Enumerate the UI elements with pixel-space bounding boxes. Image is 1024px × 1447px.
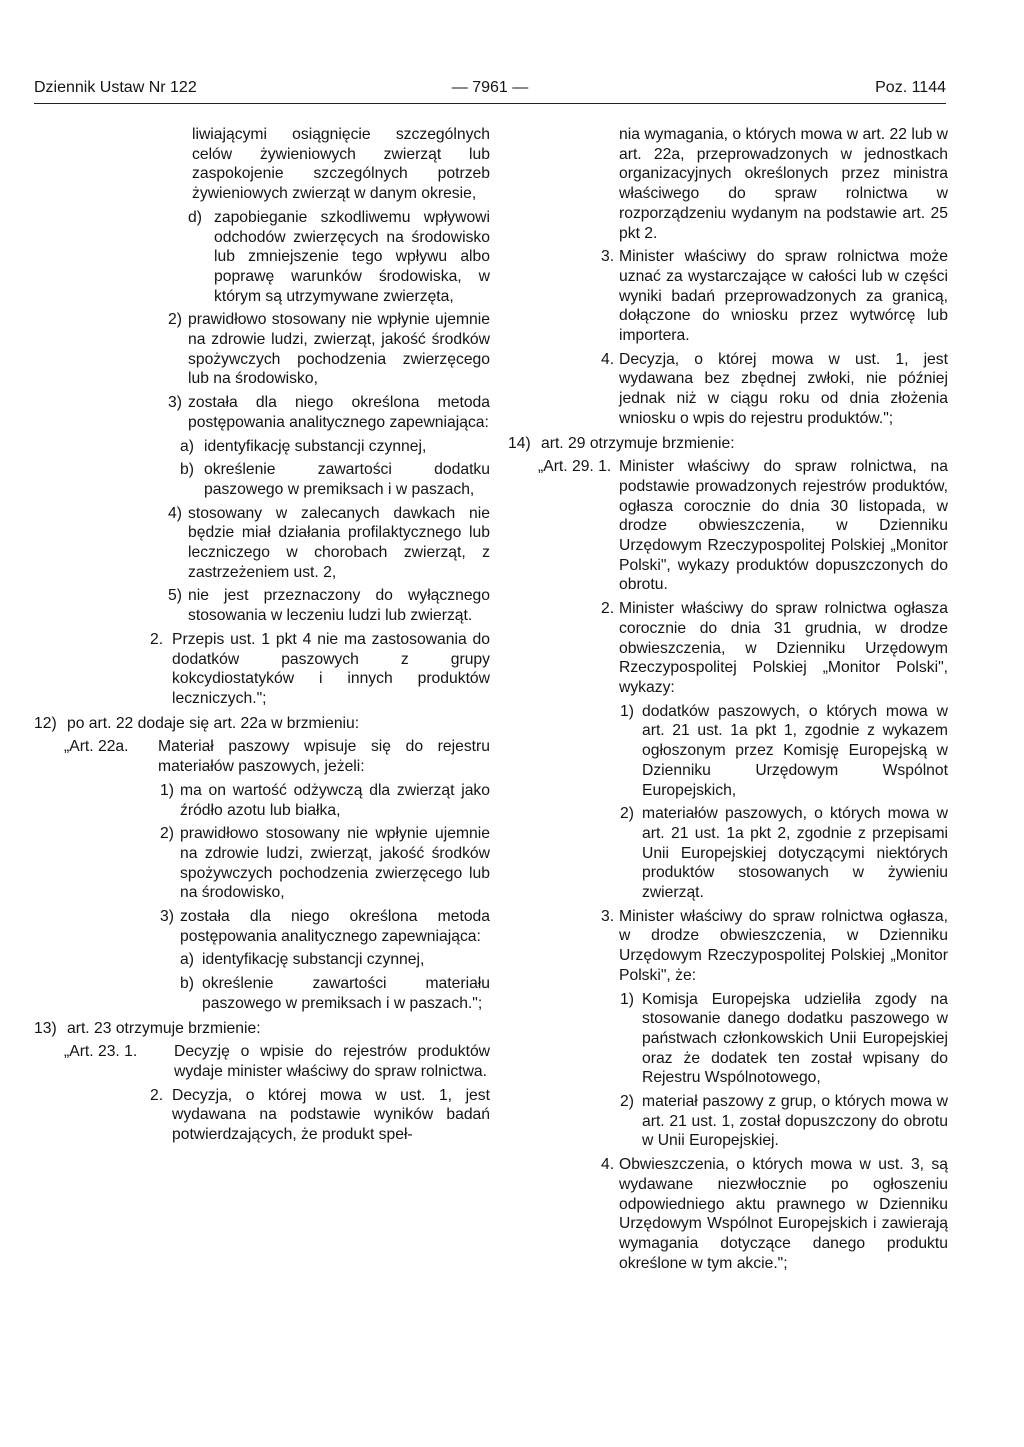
item-number: 1) bbox=[620, 990, 634, 1008]
header-rule bbox=[34, 103, 946, 104]
list-item bbox=[508, 702, 948, 801]
list-item bbox=[508, 990, 948, 1089]
left-column bbox=[34, 125, 490, 1145]
item-number: 2) bbox=[160, 825, 174, 843]
item-number: 4. bbox=[601, 350, 615, 368]
article-number: „Art. 29. 1. bbox=[538, 458, 612, 476]
item-text: po art. 22 dodaje się art. 22a w brzmieniu: bbox=[67, 714, 360, 732]
paragraph-ust-4 bbox=[508, 1155, 948, 1273]
paragraph-ust-2 bbox=[34, 1086, 490, 1145]
list-item bbox=[34, 504, 490, 583]
item-text: została dla niego określona metoda postępowania analitycznego zapewniająca: bbox=[180, 908, 490, 945]
item-number: a) bbox=[180, 951, 194, 969]
item-text: stosowany w zalecanych dawkach nie będzie miał działania profilaktycznego lub leczniczego w chorobach zwierząt, z zastrzeżeniem ust. 2, bbox=[188, 504, 490, 581]
article-29 bbox=[508, 457, 948, 595]
list-item bbox=[34, 974, 490, 1013]
article-22a bbox=[34, 737, 490, 776]
item-text: Minister właściwy do spraw rolnictwa może uznać za wystarczające w całości lub w części wyniki badań przeprowadzonych za granicą, dołączone do wniosku przez wytwórcę lub importera. bbox=[619, 248, 948, 345]
item-text: Decyzję o wpisie do rejestrów produktów wydaje minister właściwy do spraw rolnictwa. bbox=[174, 1043, 490, 1080]
item-number: d) bbox=[188, 208, 202, 226]
item-number: 4) bbox=[168, 504, 182, 522]
item-number: 2. bbox=[150, 1086, 164, 1104]
article-23 bbox=[34, 1042, 490, 1081]
item-text: Minister właściwy do spraw rolnictwa ogłasza, w drodze obwieszczenia, w Dzienniku Urzędowym Rzeczypospolitej Polskiej „Monitor Polski", że: bbox=[619, 907, 948, 984]
item-number: 3. bbox=[601, 248, 615, 266]
item-number: 14) bbox=[508, 434, 531, 452]
amendment-point-12 bbox=[34, 714, 490, 734]
item-text: Obwieszczenia, o których mowa w ust. 3, są wydawane niezwłocznie po ogłoszeniu odpowiedniego aktu prawnego w Dzienniku Urzędowym Wspólnot Europejskich i zawierają wymagania dotyczące danego produktu określone w tym akcie."; bbox=[619, 1156, 948, 1272]
right-column bbox=[508, 125, 948, 1273]
item-number: 13) bbox=[34, 1019, 57, 1037]
list-item bbox=[34, 586, 490, 625]
item-number: 5) bbox=[168, 587, 182, 605]
item-text: Przepis ust. 1 pkt 4 nie ma zastosowania do dodatków paszowych z grupy kokcydiostatyków i innych produktów leczniczych."; bbox=[172, 630, 490, 707]
article-number: „Art. 23. 1. bbox=[64, 1043, 138, 1061]
item-text: ma on wartość odżywczą dla zwierząt jako źródło azotu lub białka, bbox=[180, 781, 490, 819]
item-text: prawidłowo stosowany nie wpłynie ujemnie na zdrowie ludzi, zwierząt, jakość środków spożywczych pochodzenia zwierzęcego lub na środowisko, bbox=[180, 825, 490, 902]
item-number: 1) bbox=[160, 781, 174, 799]
list-item bbox=[34, 208, 490, 307]
item-text: Minister właściwy do spraw rolnictwa ogłasza corocznie do dnia 31 grudnia, w drodze obwieszczenia, w Dzienniku Urzędowym Rzeczypospolitej Polskiej „Monitor Polski", wykazy: bbox=[619, 600, 948, 696]
item-text: art. 29 otrzymuje brzmienie: bbox=[541, 434, 735, 452]
item-number: 2. bbox=[150, 630, 164, 648]
item-text: materiał paszowy z grup, o których mowa w art. 21 ust. 1, został dopuszczony do obrotu w Unii Europejskiej. bbox=[642, 1093, 948, 1150]
item-text: określenie zawartości dodatku paszowego w premiksach i w paszach, bbox=[204, 461, 490, 498]
item-text: zapobieganie szkodliwemu wpływowi odchodów zwierzęcych na środowisko lub zmniejszenie tego wpływu albo poprawę warunków środowiska, w którym są utrzymywane zwierzęta, bbox=[214, 208, 490, 305]
item-number: 4. bbox=[601, 1156, 615, 1174]
item-text: prawidłowo stosowany nie wpłynie ujemnie na zdrowie ludzi, zwierząt, jakość środków spożywczych pochodzenia zwierzęcego lub na środowisko, bbox=[188, 311, 490, 388]
paragraph-ust-2 bbox=[508, 599, 948, 698]
paragraph-ust-3 bbox=[508, 247, 948, 346]
journal-title: Dziennik Ustaw Nr 122 bbox=[34, 79, 197, 96]
amendment-point-14 bbox=[508, 434, 948, 454]
list-item bbox=[34, 460, 490, 499]
item-text: identyfikację substancji czynnej, bbox=[204, 437, 427, 455]
paragraph-ust-4 bbox=[508, 350, 948, 429]
list-item bbox=[34, 824, 490, 903]
item-text: określenie zawartości materiału paszowego w premiksach i w paszach."; bbox=[202, 975, 490, 1012]
item-text: Decyzja, o której mowa w ust. 1, jest wydawana bez zbędnej zwłoki, nie później jednak niż w ciągu roku od dnia złożenia wniosku o wpis do rejestru produktów."; bbox=[619, 350, 948, 427]
item-number: 2) bbox=[168, 311, 182, 329]
position-number: Poz. 1144 bbox=[875, 79, 946, 96]
item-number: 12) bbox=[34, 714, 57, 732]
item-text: materiałów paszowych, o których mowa w art. 21 ust. 1a pkt 2, zgodnie z przepisami Unii Europejskiej dotyczącymi niektórych produktów stosowanych w żywieniu zwierząt. bbox=[642, 805, 948, 902]
list-item bbox=[508, 1092, 948, 1151]
paragraph-ust-3 bbox=[508, 907, 948, 986]
item-number: a) bbox=[180, 437, 194, 455]
item-text: Minister właściwy do spraw rolnictwa, na podstawie prowadzonych rejestrów produktów, ogłasza corocznie do dnia 30 listopada, w drodze obwieszczenia, w Dzienniku Urzędowym Rzeczypospolitej Polskiej „Monitor Polski", wykazy produktów dopuszczonych do obrotu. bbox=[619, 458, 948, 594]
item-number: 3) bbox=[160, 908, 174, 926]
article-number: „Art. 22a. bbox=[64, 738, 129, 756]
amendment-point-13 bbox=[34, 1019, 490, 1039]
item-number: 3. bbox=[601, 907, 615, 925]
item-number: 2) bbox=[620, 805, 634, 823]
item-text: Decyzja, o której mowa w ust. 1, jest wydawana na podstawie wyników badań potwierdzających, że produkt speł- bbox=[172, 1086, 490, 1144]
item-text: dodatków paszowych, o których mowa w art. 21 ust. 1a pkt 1, zgodnie z wykazem ogłoszonym przez Komisję Europejską w Dzienniku Urzędowym Wspólnot Europejskich, bbox=[642, 702, 948, 799]
item-number: 2. bbox=[601, 600, 615, 618]
item-number: 3) bbox=[168, 394, 182, 412]
list-item bbox=[508, 804, 948, 903]
item-text: identyfikację substancji czynnej, bbox=[202, 951, 425, 969]
list-item bbox=[34, 310, 490, 389]
item-number: 2) bbox=[620, 1093, 634, 1111]
continued-text: nia wymagania, o których mowa w art. 22 lub w art. 22a, przeprowadzonych w jednostkach organizacyjnych określonych przez ministra właściwego do spraw rolnictwa w rozporządzeniu wydanym na podstawie art. 25 pkt 2. bbox=[619, 126, 948, 242]
item-text: nie jest przeznaczony do wyłącznego stosowania w leczeniu ludzi lub zwierząt. bbox=[188, 587, 490, 625]
page-number: — 7961 — bbox=[451, 79, 529, 96]
running-header bbox=[34, 79, 946, 101]
list-item bbox=[34, 781, 490, 820]
item-number: b) bbox=[180, 461, 194, 479]
list-item bbox=[34, 393, 490, 432]
list-item bbox=[34, 437, 490, 457]
item-text: Komisja Europejska udzieliła zgody na stosowanie danego dodatku paszowego w państwach członkowskich Unii Europejskiej oraz że dodatek ten został wpisany do Rejestru Wspólnotowego, bbox=[642, 990, 948, 1087]
item-number: 1) bbox=[620, 702, 634, 720]
list-item bbox=[34, 950, 490, 970]
item-text: została dla niego określona metoda postępowania analitycznego zapewniająca: bbox=[188, 394, 490, 431]
item-text: Materiał paszowy wpisuje się do rejestru materiałów paszowych, jeżeli: bbox=[158, 738, 490, 776]
item-text: art. 23 otrzymuje brzmienie: bbox=[67, 1019, 261, 1037]
continued-text: liwiającymi osiągnięcie szczególnych celów żywieniowych zwierząt lub zaspokojenie szczególnych potrzeb żywieniowych zwierząt w danym okresie, bbox=[192, 126, 490, 203]
list-item bbox=[34, 907, 490, 946]
paragraph-ust-2 bbox=[34, 630, 490, 709]
item-number: b) bbox=[180, 975, 194, 993]
